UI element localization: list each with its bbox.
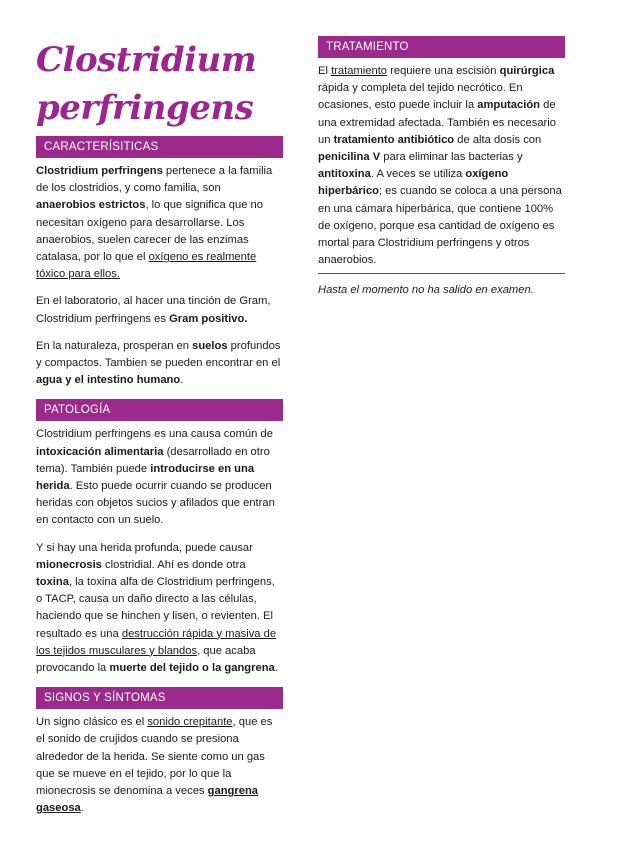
tratamiento-paragraph-1: El tratamiento requiere una escisión quirúrgica rápida y completa del tejido necrótico. En ocasiones, esto puede incluir la amputación de una extremidad afectada. También es necesario un tratamiento antibiótico de alta dosis con penicilina V para eliminar las bacterias y antitoxina. A veces se utiliza oxígeno hiperbárico; es cuando se coloca a una persona en una cámara hiperbárica, que contiene 100% de oxígeno, porque esa cantidad de oxígeno es mortal para Clostridium perfringens y otros anaerobios. [318, 65, 562, 267]
caracteristicas-paragraph-1: Clostridium perfringens pertenece a la familia de los clostridios, y como familia, son anaerobios estrictos, lo que significa que no necesitan oxígeno para desarrollarse. Los anaerobios, suelen carecer de las enzimas catalasa, por lo que el oxígeno es realmente tóxico para ellos. [36, 165, 273, 281]
section-heading-tratamiento: TRATAMIENTO [318, 36, 565, 58]
section-heading-signos: SIGNOS Y SÍNTOMAS [36, 687, 283, 709]
caracteristicas-paragraph-2: En el laboratorio, al hacer una tinción de Gram, Clostridium perfringens es Gram positivo. [36, 295, 271, 325]
signos-paragraph-1: Un signo clásico es el sonido crepitante, que es el sonido de crujidos cuando se presiona alrededor de la herida. Se siente como un gas que se mueve en el tejido, por lo que la mionecrosis se denomina a veces gangrena gaseosa. [36, 716, 273, 815]
section-heading-caracteristicas: CARACTERÍSITICAS [36, 136, 283, 158]
exam-note: Hasta el momento no ha salido en examen. [318, 284, 534, 297]
left-column [36, 36, 283, 828]
caracteristicas-paragraph-3: En la naturaleza, prosperan en suelos profundos y compactos. Tambien se pueden encontrar en el agua y el intestino humano. [36, 339, 281, 387]
right-column [318, 36, 565, 299]
divider-line [318, 273, 565, 274]
section-heading-patologia: PATOLOGÍA [36, 399, 283, 421]
patologia-paragraph-2: Y si hay una herida profunda, puede causar mionecrosis clostridial. Ahí es donde otra toxina, la toxina alfa de Clostridium perfringens, o TACP, causa un daño directo a las células, haciendo que se hinchen y lisen, o revienten. El resultado es una destrucción rápida y masiva de los tejidos musculares y blandos, que acaba provocando la muerte del tejido o la gangrena. [36, 541, 278, 675]
page-title: Clostridium perfringens [36, 40, 257, 128]
patologia-paragraph-1: Clostridium perfringens es una causa común de intoxicación alimentaria (desarrollado en otro tema). También puede introducirse en una herida. Esto puede ocurrir cuando se producen heridas con objetos sucios y afilados que entran en contacto con un suelo. [36, 428, 275, 527]
